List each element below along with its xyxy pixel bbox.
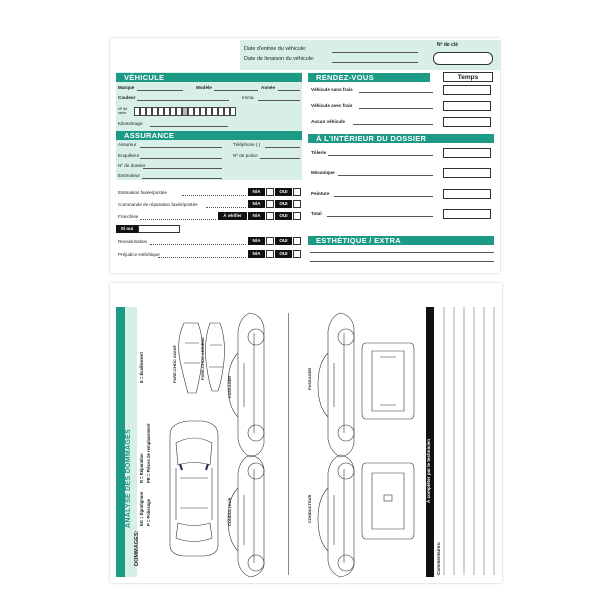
car-front-view-icon xyxy=(362,343,414,419)
interieur-line-peinture xyxy=(334,196,433,197)
interieur-line-tolerie xyxy=(328,155,433,156)
temps-field-sans-frais[interactable] xyxy=(443,85,491,95)
interieur-line-total xyxy=(327,216,433,217)
comment-lines xyxy=(444,307,494,575)
oui-checkbox-franchise[interactable] xyxy=(293,212,301,220)
oui-label: OUI xyxy=(275,237,292,245)
esthetique-line-1[interactable] xyxy=(310,252,494,253)
damage-title: ANALYSE DES DOMMAGES xyxy=(125,428,132,528)
damage-analysis-sheet xyxy=(110,283,502,583)
cle-label: Nº de clé xyxy=(437,42,459,48)
na-checkbox-estimation[interactable] xyxy=(266,188,274,196)
interieur-title: À L'INTÉRIEUR DU DOSSIER xyxy=(308,134,494,143)
modele-field[interactable] xyxy=(214,90,258,91)
rdv-line-avec-frais xyxy=(359,108,433,109)
na-checkbox-commande[interactable] xyxy=(266,200,274,208)
na-label: N/A xyxy=(248,237,265,245)
pare-choc-arriere-label: PARE-CHOC ARRIÈRE xyxy=(200,337,205,380)
car-side-driver-right-icon xyxy=(318,455,354,577)
na-checkbox-prejudice[interactable] xyxy=(266,250,274,258)
oui-label: OUI xyxy=(275,188,292,196)
dossier-label: Nº de dossier xyxy=(118,163,146,168)
interieur-line-mecanique xyxy=(338,175,433,176)
legend-eg: EG = Égratignure xyxy=(139,491,144,526)
check-dots-estimation xyxy=(182,195,246,196)
check-label-commande: Commande de réparation faxée/postée xyxy=(118,202,198,207)
check-label-revalorisation: Revalorisation xyxy=(118,239,148,244)
date-entree-field[interactable] xyxy=(332,52,418,53)
si-oui-label: Si oui xyxy=(116,225,138,233)
serie-label-line2: série xyxy=(118,111,127,115)
check-label-franchise: Franchise xyxy=(118,214,139,219)
rdv-label-aucun: Aucun véhicule xyxy=(311,119,345,124)
car-top-view-icon xyxy=(170,421,218,556)
passager-left-label: PASSAGER xyxy=(227,375,232,398)
rdv-label-avec-frais: Véhicule avec frais xyxy=(311,103,353,108)
na-label: N/A xyxy=(248,188,265,196)
assureur-label: Assureur xyxy=(118,142,137,147)
check-dots-prejudice xyxy=(158,257,246,258)
car-rear-view-icon xyxy=(362,463,414,539)
na-label: N/A xyxy=(248,212,265,220)
annee-field[interactable] xyxy=(278,90,300,91)
na-checkbox-franchise[interactable] xyxy=(266,212,274,220)
conducteur-left-label: CONDUCTEUR xyxy=(227,497,232,526)
na-label: N/A xyxy=(248,200,265,208)
commentaires-label: Commentaires: xyxy=(436,541,441,575)
temps-header: Temps xyxy=(443,72,493,82)
legend-e: E = Écaillement xyxy=(139,352,144,383)
telephone-field[interactable] xyxy=(265,147,300,148)
rdv-line-aucun xyxy=(353,124,433,125)
marque-field[interactable] xyxy=(137,90,183,91)
oui-label: OUI xyxy=(275,212,292,220)
date-livraison-field[interactable] xyxy=(332,62,418,63)
police-field[interactable] xyxy=(260,158,300,159)
check-label-estimation: Estimation faxée/postée xyxy=(118,190,168,195)
interieur-field-tolerie[interactable] xyxy=(443,148,491,158)
rdv-line-sans-frais xyxy=(359,92,433,93)
kilometrage-field[interactable] xyxy=(150,126,228,127)
annee-label: Année xyxy=(261,85,276,90)
rdv-label-sans-frais: Véhicule sans frais xyxy=(311,87,353,92)
work-order-form xyxy=(110,38,500,273)
estimateur-field[interactable] xyxy=(142,178,222,179)
check-label-prejudice: Préjudice esthétique xyxy=(118,252,160,257)
na-checkbox-revalorisation[interactable] xyxy=(266,237,274,245)
legend-p: P = Polissage xyxy=(146,498,151,526)
interieur-label-total: Total xyxy=(311,211,322,216)
esthetique-line-2[interactable] xyxy=(310,261,494,262)
date-livraison-label: Date de livraison du véhicule: xyxy=(244,56,315,62)
temps-field-avec-frais[interactable] xyxy=(443,101,491,111)
car-side-passenger-right-icon xyxy=(318,313,354,457)
dossier-field[interactable] xyxy=(143,168,222,169)
front-bumper-icon xyxy=(179,323,203,393)
oui-label: OUI xyxy=(275,250,292,258)
interieur-label-peinture: Peinture xyxy=(311,191,330,196)
check-dots-revalorisation xyxy=(150,244,246,245)
car-side-passenger-icon xyxy=(228,313,264,457)
conducteur-right-label: CONDUCTEUR xyxy=(307,494,312,523)
pare-choc-avant-label: PARE-CHOC AVANT xyxy=(172,344,177,383)
interieur-label-tolerie: Tôlerie xyxy=(311,150,327,155)
car-side-driver-icon xyxy=(228,455,264,577)
oui-checkbox-revalorisation[interactable] xyxy=(293,237,301,245)
a-verifier-label: À vérifier xyxy=(218,212,247,220)
couleur-label: Couleur xyxy=(118,95,136,100)
telephone-label: Téléphone ( ) xyxy=(233,142,261,147)
marque-label: Marque xyxy=(118,85,135,90)
interieur-field-total[interactable] xyxy=(443,209,491,219)
technicien-label: À compléter par le technicien xyxy=(426,438,431,503)
couleur-field[interactable] xyxy=(137,100,229,101)
si-oui-field[interactable] xyxy=(138,225,180,233)
rendezvous-title: RENDEZ-VOUS xyxy=(308,73,430,82)
assureur-field[interactable] xyxy=(140,147,222,148)
immat-field[interactable] xyxy=(258,100,300,101)
na-label: N/A xyxy=(248,250,265,258)
interieur-field-peinture[interactable] xyxy=(443,189,491,199)
modele-label: Modèle xyxy=(196,85,212,90)
temps-field-aucun[interactable] xyxy=(443,117,491,127)
serial-cell[interactable] xyxy=(230,107,236,116)
oui-checkbox-prejudice[interactable] xyxy=(293,250,301,258)
serie-label-line1: Nº de xyxy=(118,107,128,111)
kilometrage-label: Kilométrage xyxy=(118,121,143,126)
check-dots-franchise xyxy=(140,219,216,220)
interieur-label-mecanique: Mécanique xyxy=(311,170,335,175)
vehicule-title: VÉHICULE xyxy=(116,73,302,82)
police-label: Nº de police xyxy=(233,153,258,158)
rear-bumper-icon xyxy=(206,323,225,391)
legend-pr: PR = Pièces de remplacement xyxy=(146,423,151,483)
legend-r: R = Réparation xyxy=(139,453,144,483)
enqueteur-field[interactable] xyxy=(140,158,222,159)
immat-label: Imma. xyxy=(242,95,255,100)
check-dots-commande xyxy=(206,207,246,208)
assurance-title: ASSURANCE xyxy=(116,131,302,140)
oui-checkbox-commande[interactable] xyxy=(293,200,301,208)
interieur-field-mecanique[interactable] xyxy=(443,168,491,178)
serie-label xyxy=(118,107,127,115)
cle-field[interactable] xyxy=(433,52,493,65)
enqueteur-label: Enquêteur xyxy=(118,153,140,158)
passager-right-label: PASSAGER xyxy=(307,367,312,390)
dommages-label: DOMMAGES: xyxy=(134,530,140,566)
esthetique-title: ESTHÉTIQUE / EXTRA xyxy=(308,236,494,245)
oui-checkbox-estimation[interactable] xyxy=(293,188,301,196)
car-diagrams[interactable] xyxy=(110,283,502,583)
oui-label: OUI xyxy=(275,200,292,208)
estimateur-label: Estimateur xyxy=(118,173,140,178)
date-entree-label: Date d'entrée du véhicule: xyxy=(244,46,307,52)
